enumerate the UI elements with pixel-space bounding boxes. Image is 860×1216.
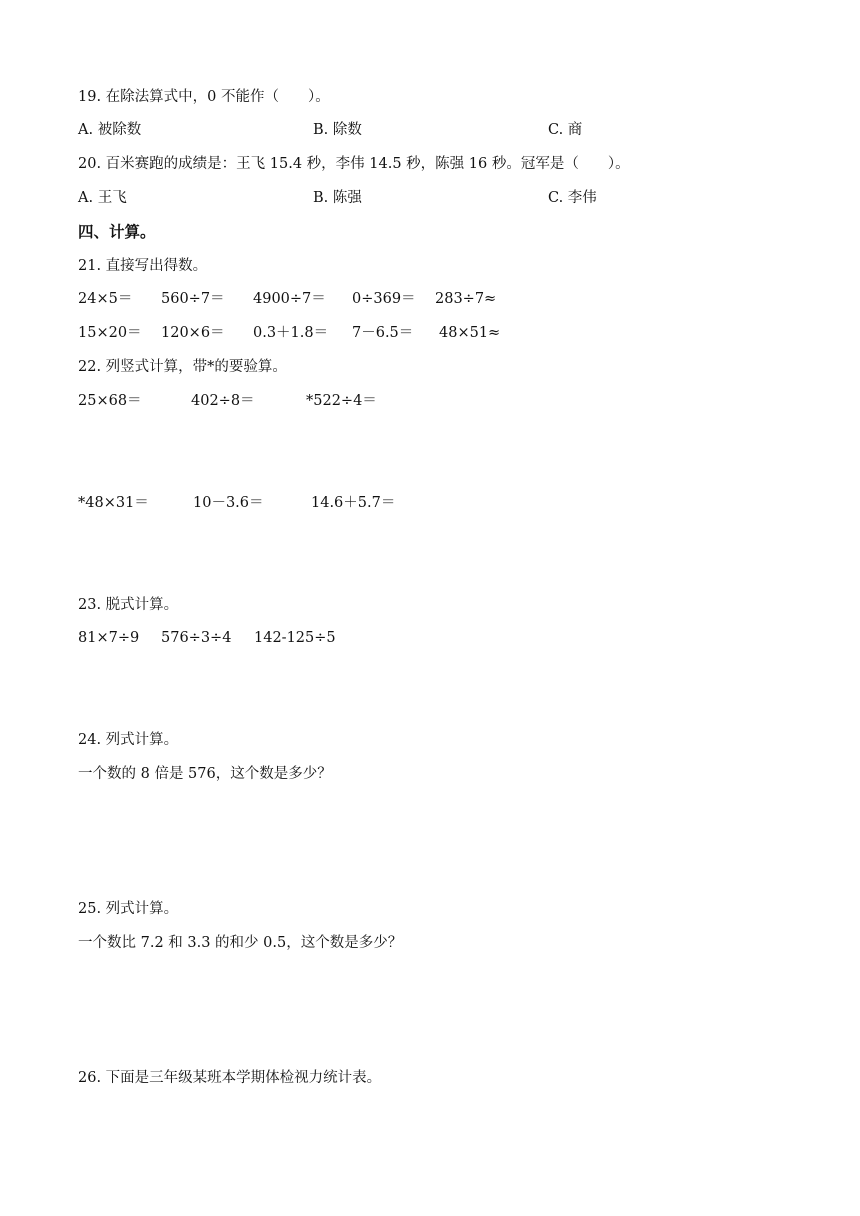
vertical-calc-item: 25×68＝ [78, 393, 142, 409]
vertical-calc-item: 14.6＋5.7＝ [311, 495, 396, 511]
oral-calc-item: 0.3＋1.8＝ [253, 325, 329, 341]
question-20-option-a[interactable]: A. 王飞 [78, 190, 127, 206]
question-24-stem: 24. 列式计算。 [78, 732, 179, 748]
vertical-calc-item: 10－3.6＝ [193, 495, 264, 511]
oral-calc-item: 24×5＝ [78, 291, 133, 307]
stepwise-calc-item: 142-125÷5 [254, 630, 336, 646]
vertical-calc-item: *522÷4＝ [306, 393, 377, 409]
section-heading: 四、计算。 [78, 223, 156, 241]
oral-calc-item: 0÷369＝ [352, 291, 416, 307]
vertical-calc-item: *48×31＝ [78, 495, 149, 511]
oral-calc-item: 4900÷7＝ [253, 291, 326, 307]
question-21-stem: 21. 直接写出得数。 [78, 258, 208, 274]
question-24-text: 一个数的 8 倍是 576，这个数是多少？ [78, 766, 332, 782]
oral-calc-item: 120×6＝ [161, 325, 225, 341]
vertical-calc-item: 402÷8＝ [191, 393, 255, 409]
oral-calc-item: 7－6.5＝ [352, 325, 414, 341]
stepwise-calc-item: 576÷3÷4 [161, 630, 232, 646]
question-19-stem: 19. 在除法算式中，0 不能作（ ）。 [78, 89, 330, 105]
question-26-stem: 26. 下面是三年级某班本学期体检视力统计表。 [78, 1070, 382, 1086]
oral-calc-item: 15×20＝ [78, 325, 142, 341]
question-19-option-b[interactable]: B. 除数 [313, 122, 362, 138]
question-20-stem: 20. 百米赛跑的成绩是：王飞 15.4 秒，李伟 14.5 秒，陈强 16 秒。冠军是（ ）。 [78, 156, 630, 172]
question-20-option-b[interactable]: B. 陈强 [313, 190, 362, 206]
question-19-option-a[interactable]: A. 被除数 [78, 122, 142, 138]
question-25-stem: 25. 列式计算。 [78, 901, 179, 917]
question-22-stem: 22. 列竖式计算，带*的要验算。 [78, 359, 287, 375]
oral-calc-item: 560÷7＝ [161, 291, 225, 307]
oral-calc-item: 283÷7≈ [435, 291, 497, 307]
question-25-text: 一个数比 7.2 和 3.3 的和少 0.5，这个数是多少？ [78, 935, 403, 951]
stepwise-calc-item: 81×7÷9 [78, 630, 140, 646]
question-19-option-c[interactable]: C. 商 [548, 122, 583, 138]
question-23-stem: 23. 脱式计算。 [78, 597, 179, 613]
oral-calc-item: 48×51≈ [439, 325, 501, 341]
question-20-option-c[interactable]: C. 李伟 [548, 190, 597, 206]
